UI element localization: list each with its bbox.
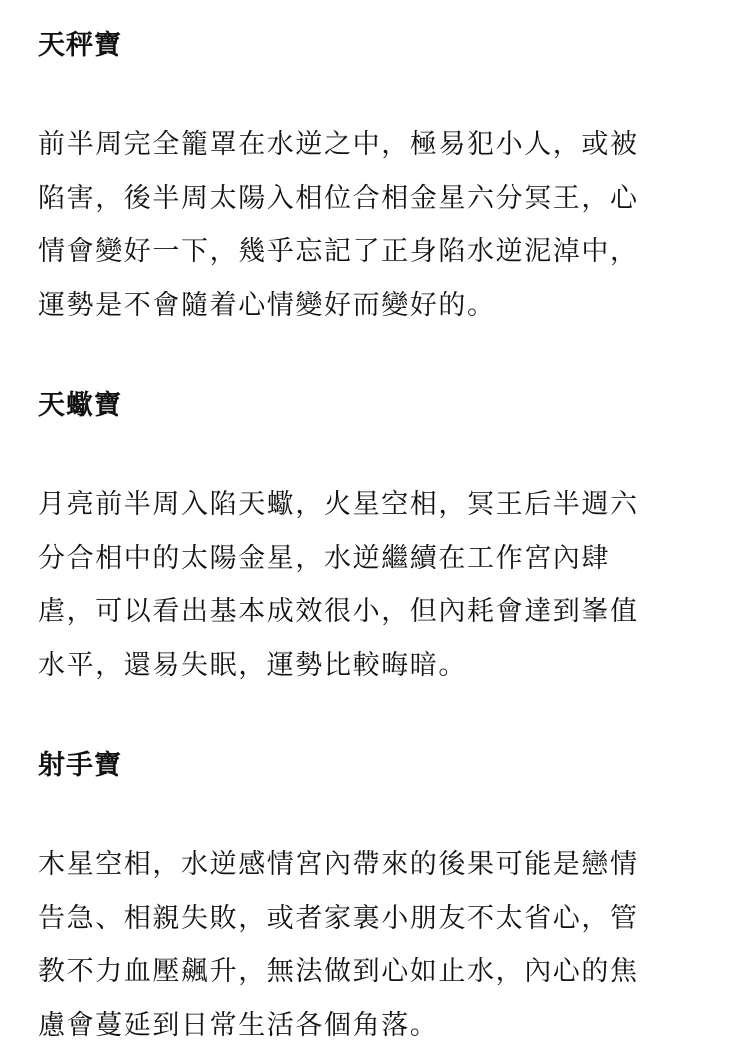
spacer: [38, 428, 718, 478]
spacer: [38, 68, 718, 118]
paragraph-line: 情會變好一下，幾乎忘記了正身陷水逆泥淖中，: [38, 225, 718, 279]
section-paragraph: [38, 478, 718, 692]
section-heading: 射手寶: [38, 744, 718, 788]
paragraph-line: 虐，可以看出基本成效很小，但內耗會達到峯值: [38, 585, 718, 639]
section-libra: [38, 24, 718, 384]
section-paragraph: [38, 118, 718, 332]
paragraph-line: 前半周完全籠罩在水逆之中，極易犯小人，或被: [38, 118, 718, 172]
paragraph-line: 月亮前半周入陷天蠍，火星空相，冥王后半週六: [38, 478, 718, 532]
section-scorpio: [38, 384, 718, 744]
section-heading: 天秤寶: [38, 24, 718, 68]
paragraph-line: 分合相中的太陽金星，水逆繼續在工作宮內肆: [38, 532, 718, 586]
section-heading: 天蠍寶: [38, 384, 718, 428]
section-paragraph: [38, 838, 718, 1052]
spacer: [38, 788, 718, 838]
paragraph-line: 告急、相親失敗，或者家裏小朋友不太省心，管: [38, 892, 718, 946]
paragraph-line: 慮會蔓延到日常生活各個角落。: [38, 999, 718, 1052]
paragraph-line: 教不力血壓飆升，無法做到心如止水，內心的焦: [38, 945, 718, 999]
spacer: [38, 692, 718, 744]
paragraph-line: 運勢是不會隨着心情變好而變好的。: [38, 279, 718, 333]
paragraph-line: 木星空相，水逆感情宮內帶來的後果可能是戀情: [38, 838, 718, 892]
section-sagittarius: [38, 744, 718, 1052]
paragraph-line: 陷害，後半周太陽入相位合相金星六分冥王，心: [38, 172, 718, 226]
spacer: [38, 332, 718, 384]
paragraph-line: 水平，還易失眠，運勢比較晦暗。: [38, 639, 718, 693]
